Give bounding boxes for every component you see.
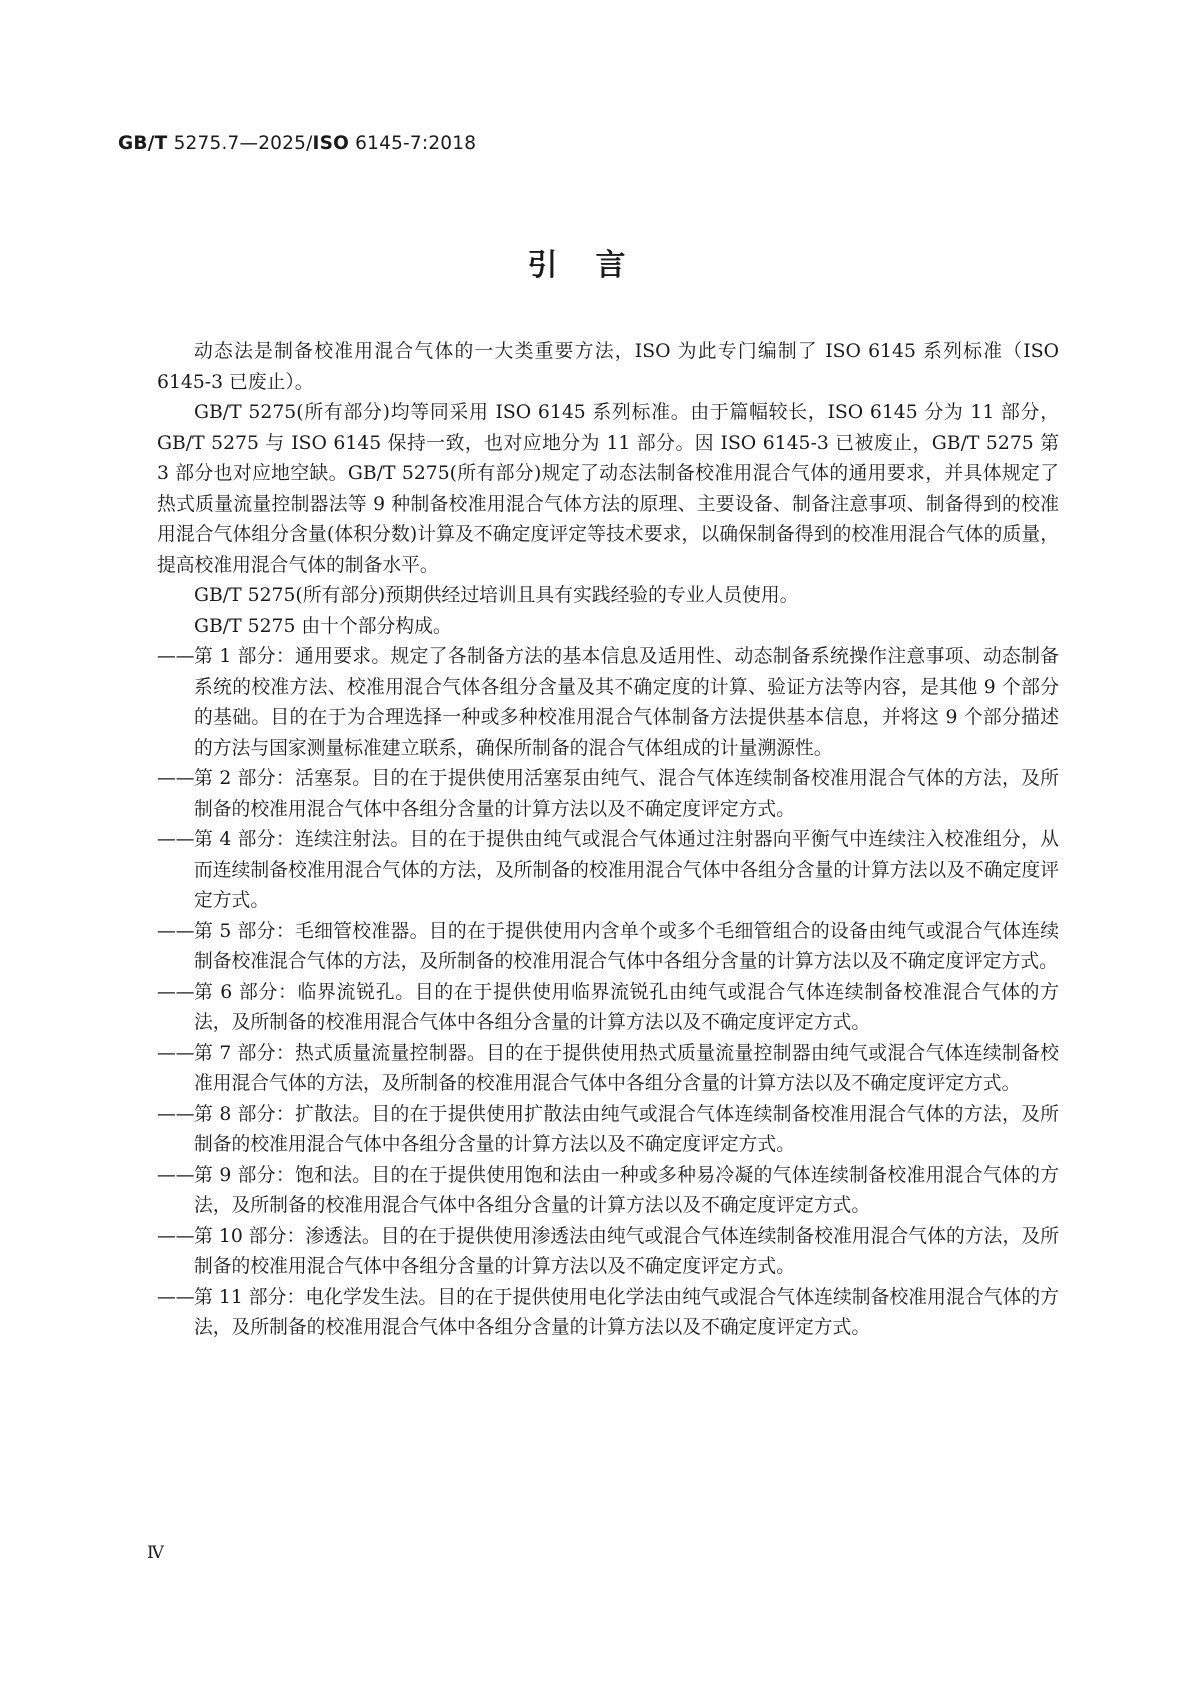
header-iso-number: 6145-7:2018	[355, 133, 477, 154]
list-item	[157, 917, 1059, 978]
dash-mark: ——	[157, 981, 195, 1003]
intro-paragraph-4: GB/T 5275 由十个部分构成。	[194, 615, 452, 637]
part-text: 第 4 部分：连续注射法。目的在于提供由纯气或混合气体通过注射器向平衡气中连续注入校准组分，从而连续制备校准用混合气体的方法，及所制备的校准用混合气体中各组分含量的计算方法以及不确定度评定方式。	[194, 829, 1059, 911]
dash-mark: ——	[157, 920, 195, 942]
list-item	[157, 978, 1059, 1039]
document-body	[157, 337, 1059, 1344]
part-text: 第 7 部分：热式质量流量控制器。目的在于提供使用热式质量流量控制器由纯气或混合气体连续制备校准用混合气体的方法，及所制备的校准用混合气体中各组分含量的计算方法以及不确定度评定方式。	[194, 1042, 1059, 1094]
part-text: 第 5 部分：毛细管校准器。目的在于提供使用内含单个或多个毛细管组合的设备由纯气或混合气体连续制备校准混合气体的方法，及所制备的校准用混合气体中各组分含量的计算方法以及不确定度评定方式。	[194, 920, 1059, 972]
intro-paragraph-1: 动态法是制备校准用混合气体的一大类重要方法，ISO 为此专门编制了 ISO 6145 系列标准（ISO 6145-3 已废止）。	[157, 341, 1059, 393]
part-text: 第 9 部分：饱和法。目的在于提供使用饱和法由一种或多种易冷凝的气体连续制备校准用混合气体的方法，及所制备的校准用混合气体中各组分含量的计算方法以及不确定度评定方式。	[194, 1164, 1059, 1216]
dash-mark: ——	[157, 1286, 195, 1308]
dash-mark: ——	[157, 646, 195, 667]
header-iso-prefix: ISO	[312, 133, 350, 154]
intro-paragraph-2: GB/T 5275(所有部分)均等同采用 ISO 6145 系列标准。由于篇幅较长，ISO 6145 分为 11 部分，GB/T 5275 与 ISO 6145 保持一致，也对应地分为 11 部分。因 ISO 6145-3 已被废止，GB/T 5275 第 3 部分也对应地空缺。GB/T 5275(所有部分)规定了动态法制备校准用混合气体的通用要求，并具体规定了热式质量流量控制器法等 9 种制备校准用混合气体方法的原理、主要设备、制备注意事项、制备得到的校准用混合气体组分含量(体积分数)计算及不确定度评定等技术要求，以确保制备得到的校准用混合气体的质量，提高校准用混合气体的制备水平。	[157, 402, 1059, 576]
dash-mark: ——	[157, 1225, 195, 1247]
list-item	[157, 1161, 1059, 1222]
list-item	[157, 764, 1059, 825]
header-prefix: GB/T	[118, 133, 168, 154]
part-text: 第 1 部分：通用要求。规定了各制备方法的基本信息及适用性、动态制备系统操作注意事项、动态制备系统的校准方法、校准用混合气体各组分含量及其不确定度的计算、验证方法等内容，是其他 9 个部分的基础。目的在于为合理选择一种或多种校准用混合气体制备方法提供基本信息，并将这 9 个部分描述的方法与国家测量标准建立联系，确保所制备的混合气体组成的计量溯源性。	[194, 646, 1059, 759]
part-text: 第 6 部分：临界流锐孔。目的在于提供使用临界流锐孔由纯气或混合气体连续制备校准混合气体的方法，及所制备的校准用混合气体中各组分含量的计算方法以及不确定度评定方式。	[194, 981, 1059, 1033]
part-text: 第 11 部分：电化学发生法。目的在于提供使用电化学法由纯气或混合气体连续制备校准用混合气体的方法，及所制备的校准用混合气体中各组分含量的计算方法以及不确定度评定方式。	[194, 1286, 1059, 1338]
list-item	[157, 1222, 1059, 1283]
dash-mark: ——	[157, 1103, 195, 1125]
page-number: Ⅳ	[147, 1543, 164, 1563]
part-text: 第 8 部分：扩散法。目的在于提供使用扩散法由纯气或混合气体连续制备校准用混合气体的方法，及所制备的校准用混合气体中各组分含量的计算方法以及不确定度评定方式。	[194, 1103, 1059, 1155]
dash-mark: ——	[157, 1164, 195, 1186]
document-header	[118, 133, 476, 154]
list-item	[157, 825, 1059, 917]
list-item	[157, 642, 1059, 764]
dash-mark: ——	[157, 768, 195, 789]
part-text: 第 2 部分：活塞泵。目的在于提供使用活塞泵由纯气、混合气体连续制备校准用混合气体的方法，及所制备的校准用混合气体中各组分含量的计算方法以及不确定度评定方式。	[194, 768, 1059, 820]
list-item	[157, 1283, 1059, 1344]
list-item	[157, 1100, 1059, 1161]
part-text: 第 10 部分：渗透法。目的在于提供使用渗透法由纯气或混合气体连续制备校准用混合气体的方法，及所制备的校准用混合气体中各组分含量的计算方法以及不确定度评定方式。	[194, 1225, 1059, 1277]
section-title: 引言	[527, 248, 664, 283]
dash-mark: ——	[157, 829, 195, 850]
dash-mark: ——	[157, 1042, 195, 1064]
parts-list	[157, 642, 1059, 1344]
intro-paragraph-3: GB/T 5275(所有部分)预期供经过培训且具有实践经验的专业人员使用。	[194, 585, 799, 606]
list-item	[157, 1039, 1059, 1100]
header-number: 5275.7—2025/	[173, 133, 313, 154]
